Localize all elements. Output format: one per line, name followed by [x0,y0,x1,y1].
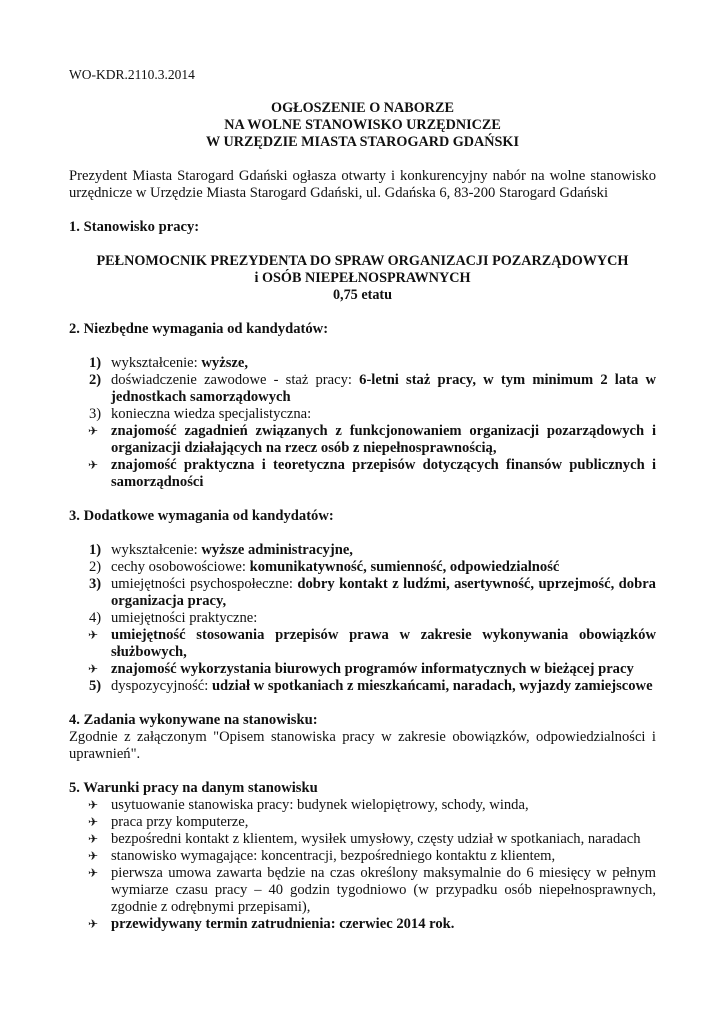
bullet-item [69,797,656,814]
item-value: wyższe, [201,355,248,371]
bullet-text: znajomość wykorzystania biurowych programów informatycznych w bieżącej pracy [111,661,634,677]
item-number: 1) [89,542,102,558]
item-value: 6-letni staż pracy, w tym minimum 2 lata w jednostkach samorządowych [111,372,656,405]
plane-bullet-icon: ✈ [88,628,99,642]
position-line-1: PEŁNOMOCNIK PREZYDENTA DO SPRAW ORGANIZACJI POZARZĄDOWYCH [96,253,629,269]
plane-bullet-icon: ✈ [88,798,99,812]
item-label: umiejętności psychospołeczne: [111,576,298,592]
item-label: wykształcenie: [111,355,202,371]
section-4-heading: 4. Zadania wykonywane na stanowisku: [69,712,318,728]
item-number: 3) [89,406,102,422]
position-workload: 0,75 etatu [332,287,393,303]
item-value: wyższe administracyjne, [201,542,353,558]
plane-bullet-icon: ✈ [88,849,99,863]
item-value: udział w spotkaniach z mieszkańcami, naradach, wyjazdy zamiejscowe [211,678,653,694]
list-item [69,576,656,610]
item-label: doświadczenie zawodowe - staż pracy: [111,372,360,388]
bullet-text: stanowisko wymagające: koncentracji, bezpośredniego kontaktu z klientem, [111,848,556,864]
list-item [69,559,656,576]
plane-bullet-icon: ✈ [88,917,99,931]
item-label: umiejętności praktyczne: [111,610,258,626]
bullet-text: przewidywany termin zatrudnienia: czerwiec 2014 rok. [111,916,455,932]
position-title [69,253,656,304]
bullet-text: pierwsza umowa zawarta będzie na czas określony maksymalnie do 6 miesięcy w pełnym wymiarze czasu pracy – 40 godzin tygodniowo (w przypadku osób niepełnosprawnych, zgodnie z odrębnymi przepisami), [111,865,656,915]
bullet-text: znajomość zagadnień związanych z funkcjonowaniem organizacji pozarządowych i organizacji działających na rzecz osób z niepełnosprawnością, [111,423,656,456]
section-2-list [69,355,656,491]
section-4-text: Zgodnie z załączonym "Opisem stanowiska pracy w zakresie obowiązków, odpowiedzialności i uprawnień". [69,729,656,762]
bullet-item [69,627,656,661]
section-5-heading: 5. Warunki pracy na danym stanowisku [69,780,318,796]
bullet-item [69,423,656,457]
plane-bullet-icon: ✈ [88,458,99,472]
item-label: cechy osobowościowe: [111,559,250,575]
bullet-text: znajomość praktyczna i teoretyczna przepisów dotyczących finansów publicznych i samorządności [111,457,656,490]
item-number: 2) [89,372,102,388]
item-number: 3) [89,576,102,592]
bullet-text: bezpośredni kontakt z klientem, wysiłek umysłowy, częsty udział w spotkaniach, naradach [111,831,641,847]
plane-bullet-icon: ✈ [88,424,99,438]
section-1-heading: 1. Stanowisko pracy: [69,219,200,235]
bullet-item [69,848,656,865]
item-value: komunikatywność, sumienność, odpowiedzialność [249,559,560,575]
announcement-title [69,100,656,151]
list-item [69,355,656,372]
bullet-item [69,865,656,916]
bullet-text: praca przy komputerze, [111,814,249,830]
reference-number: WO-KDR.2110.3.2014 [69,67,195,82]
item-value: dobry kontakt z ludźmi, asertywność, uprzejmość, dobra organizacja pracy, [111,576,656,609]
item-label: dyspozycyjność: [111,678,212,694]
title-line-3: W URZĘDZIE MIASTA STAROGARD GDAŃSKI [206,134,519,150]
bullet-item [69,916,656,933]
bullet-item [69,457,656,491]
bullet-item [69,661,656,678]
list-item [69,406,656,423]
list-item [69,610,656,627]
bullet-item [69,831,656,848]
intro-paragraph: Prezydent Miasta Starogard Gdański ogłasza otwarty i konkurencyjny nabór na wolne stanowisko urzędnicze w Urzędzie Miasta Starogard Gdański, ul. Gdańska 6, 83-200 Starogard Gdański [69,168,656,201]
position-line-2: i OSÓB NIEPEŁNOSPRAWNYCH [254,270,471,286]
bullet-item [69,814,656,831]
plane-bullet-icon: ✈ [88,866,99,880]
item-label: konieczna wiedza specjalistyczna: [111,406,312,422]
bullet-text: umiejętność stosowania przepisów prawa w zakresie wykonywania obowiązków służbowych, [111,627,656,660]
title-line-1: OGŁOSZENIE O NABORZE [271,100,454,116]
document-page [69,66,656,933]
list-item [69,678,656,695]
item-number: 1) [89,355,102,371]
section-3-heading: 3. Dodatkowe wymagania od kandydatów: [69,508,334,524]
item-number: 5) [89,678,102,694]
item-number: 2) [89,559,102,575]
bullet-text: usytuowanie stanowiska pracy: budynek wielopiętrowy, schody, winda, [111,797,529,813]
item-label: wykształcenie: [111,542,202,558]
list-item [69,542,656,559]
section-5-list [69,797,656,933]
section-2-heading: 2. Niezbędne wymagania od kandydatów: [69,321,329,337]
plane-bullet-icon: ✈ [88,815,99,829]
item-number: 4) [89,610,102,626]
title-line-2: NA WOLNE STANOWISKO URZĘDNICZE [224,117,501,133]
section-3-list [69,542,656,695]
plane-bullet-icon: ✈ [88,832,99,846]
list-item [69,372,656,406]
plane-bullet-icon: ✈ [88,662,99,676]
